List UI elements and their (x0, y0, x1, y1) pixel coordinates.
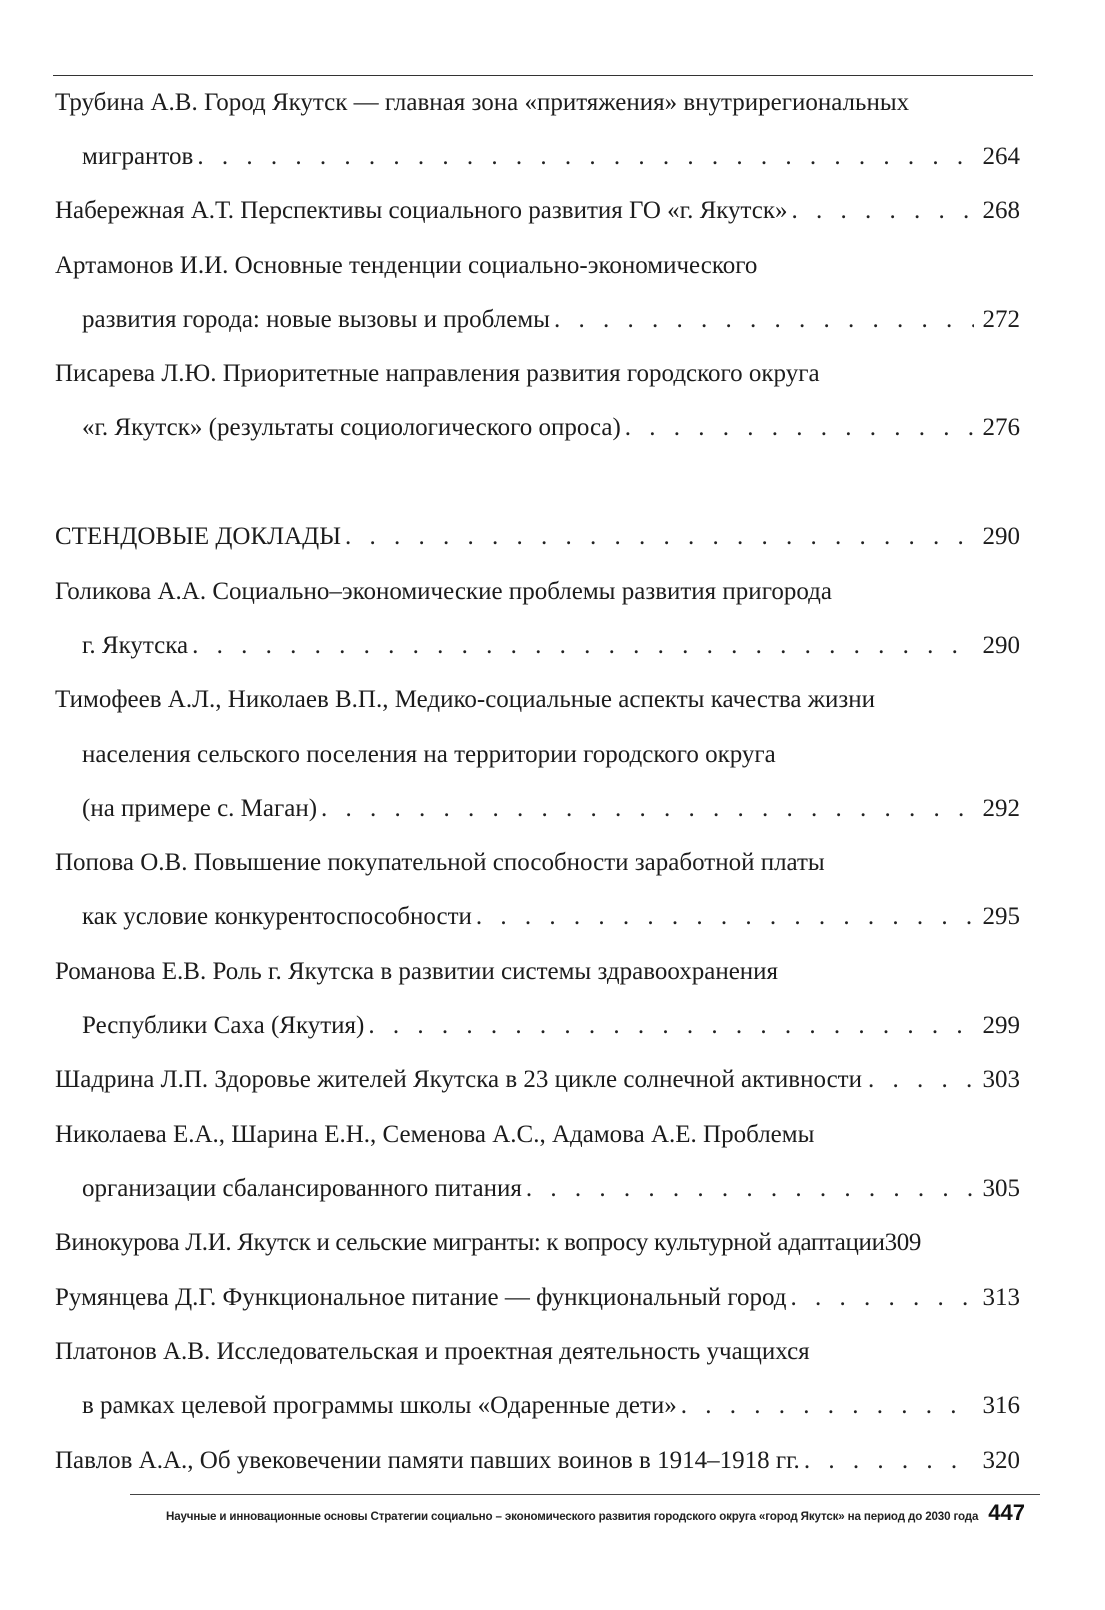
leader-dots (625, 408, 974, 448)
leader-dots (790, 1278, 974, 1318)
leader-dots (345, 517, 974, 557)
toc-page-number: 303 (982, 1066, 1020, 1093)
toc-entry-continuation: в рамках целевой программы школы «Одаренные дети» . . . 316 (82, 1386, 1020, 1426)
toc-page-number: 313 (982, 1284, 1020, 1311)
leader-dots (192, 626, 974, 666)
leader-dots (868, 1060, 979, 1100)
toc-entry-title: Писарева Л.Ю. Приоритетные направления развития городского округа (55, 360, 820, 387)
toc-entry-title: Шадрина Л.П. Здоровье жителей Якутска в 23 цикле солнечной активности . . . 303 (55, 1060, 1020, 1100)
toc-entry-continuation: Республики Саха (Якутия) . . . 299 (82, 1006, 1020, 1046)
leader-dots (321, 789, 974, 829)
toc-entry-title: Трубина А.В. Город Якутск — главная зона «притяжения» внутрирегиональных (55, 89, 910, 116)
toc-entry-continuation: как условие конкурентоспособности . . . 295 (82, 897, 1020, 937)
toc-entry-title: Попова О.В. Повышение покупательной способности заработной платы (55, 849, 825, 876)
toc-entry-title: Голикова А.А. Социально–экономические проблемы развития пригорода (55, 578, 832, 605)
toc-entry-title: Павлов А.А., Об увековечении памяти павших воинов в 1914–1918 гг. . . . 320 (55, 1441, 1020, 1481)
toc-entry-continuation: населения сельского поселения на территории городского округа (82, 741, 776, 768)
toc-page-number: 309 (884, 1229, 922, 1256)
toc-page-number: 264 (982, 143, 1020, 170)
leader-dots (476, 897, 974, 937)
leader-dots (804, 1441, 974, 1481)
toc-page-number: 320 (982, 1447, 1020, 1474)
leader-dots (792, 191, 974, 231)
toc-entry-title: Набережная А.Т. Перспективы социального развития ГО «г. Якутск» . . . 268 (55, 191, 1020, 231)
toc-page-number: 290 (982, 632, 1020, 659)
toc-entry-title: Винокурова Л.И. Якутск и сельские мигранты: к вопросу культурной адаптации 309 (55, 1223, 1015, 1263)
toc-page-number: 292 (982, 795, 1020, 822)
top-rule (53, 75, 1033, 76)
toc-entry-title: Романова Е.В. Роль г. Якутска в развитии системы здравоохранения (55, 958, 779, 985)
leader-dots (554, 300, 974, 340)
section-heading: СТЕНДОВЫЕ ДОКЛАДЫ . . . 290 (55, 517, 1020, 557)
toc-entry-continuation: «г. Якутск» (результаты социологического опроса) . . . 276 (82, 408, 1020, 448)
toc-entry-continuation: развития города: новые вызовы и проблемы . . . 272 (82, 300, 1020, 340)
footer-rule (130, 1494, 1040, 1495)
toc-page-number: 299 (982, 1012, 1020, 1039)
toc-entry-continuation: г. Якутска . . . 290 (82, 626, 1020, 666)
toc-entry-title: Николаева Е.А., Шарина Е.Н., Семенова А.С., Адамова А.Е. Проблемы (55, 1121, 815, 1148)
leader-dots (681, 1386, 974, 1426)
toc-page-number: 268 (982, 197, 1020, 224)
leader-dots (526, 1169, 974, 1209)
leader-dots (197, 137, 974, 177)
running-footer (133, 1500, 1025, 1526)
page-number: 447 (988, 1500, 1025, 1525)
toc-entry-title: Платонов А.В. Исследовательская и проектная деятельность учащихся (55, 1338, 810, 1365)
toc-page-number: 290 (982, 523, 1020, 550)
toc-page-number: 272 (982, 306, 1020, 333)
toc-page-number: 316 (982, 1392, 1020, 1419)
toc-entry-title: Тимофеев А.Л., Николаев В.П., Медико-социальные аспекты качества жизни (55, 686, 876, 713)
toc-entry-continuation: организации сбалансированного питания . . . 305 (82, 1169, 1020, 1209)
toc-entry-title: Артамонов И.И. Основные тенденции социально-экономического (55, 252, 758, 279)
toc-page-number: 276 (982, 414, 1020, 441)
toc-entry-continuation: мигрантов . . . 264 (82, 137, 1020, 177)
toc-entry-continuation: (на примере с. Маган) . . . 292 (82, 789, 1020, 829)
toc-page-number: 295 (982, 903, 1020, 930)
toc-entry-title: Румянцева Д.Г. Функциональное питание — функциональный город . . . 313 (55, 1278, 1020, 1318)
footer-text: Научные и инновационные основы Стратегии социально – экономического развития городского округа «город Якутск» на период до 2030 года (165, 1510, 979, 1523)
leader-dots (368, 1006, 974, 1046)
toc-page-number: 305 (982, 1175, 1020, 1202)
